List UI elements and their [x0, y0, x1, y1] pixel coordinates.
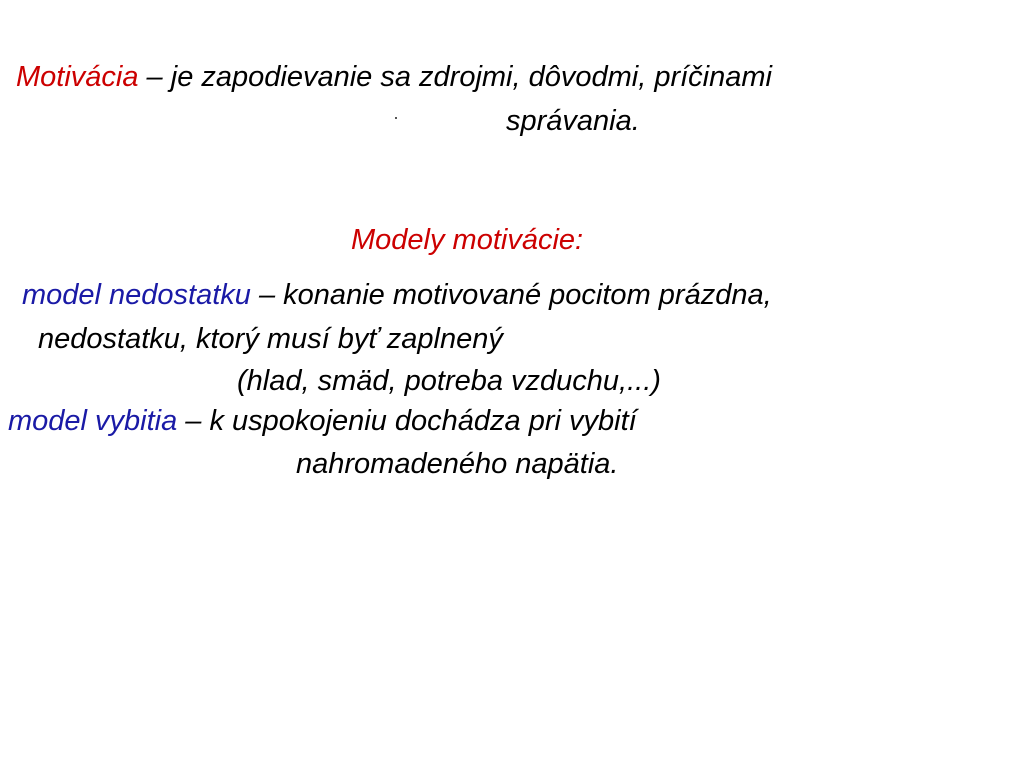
definition-dash: – [138, 61, 171, 93]
definition-line-2 [506, 103, 640, 139]
model-1-description-1: – konanie motivované pocitom prázdna, [250, 279, 772, 311]
model-1-description-2: nedostatku, ktorý musí byť zaplnený [38, 323, 503, 355]
model-1-description-3: (hlad, smäd, potreba vzduchu,...) [237, 365, 661, 397]
definition-line-1 [16, 59, 772, 95]
definition-text-1: je zapodievanie sa zdrojmi, dôvodmi, príčinami [170, 61, 772, 93]
model-2-description-1: – k uspokojeniu dochádza pri vybití [177, 405, 637, 437]
stray-dot [395, 117, 397, 119]
model-1-name-word: model [22, 279, 110, 311]
models-heading: Modely motivácie: [351, 224, 584, 256]
model-1-line-2 [38, 321, 503, 357]
model-1-name: nedostatku [109, 279, 251, 311]
model-1-line-3 [237, 363, 661, 399]
definition-text-2: správania. [506, 105, 640, 137]
model-2-line-2 [296, 446, 618, 482]
model-1-line-1 [22, 277, 772, 313]
model-2-line-1 [8, 403, 637, 439]
definition-term: Motivácia [16, 61, 139, 93]
model-2-name: model vybitia [8, 405, 178, 437]
model-2-description-2: nahromadeného napätia. [296, 448, 619, 480]
